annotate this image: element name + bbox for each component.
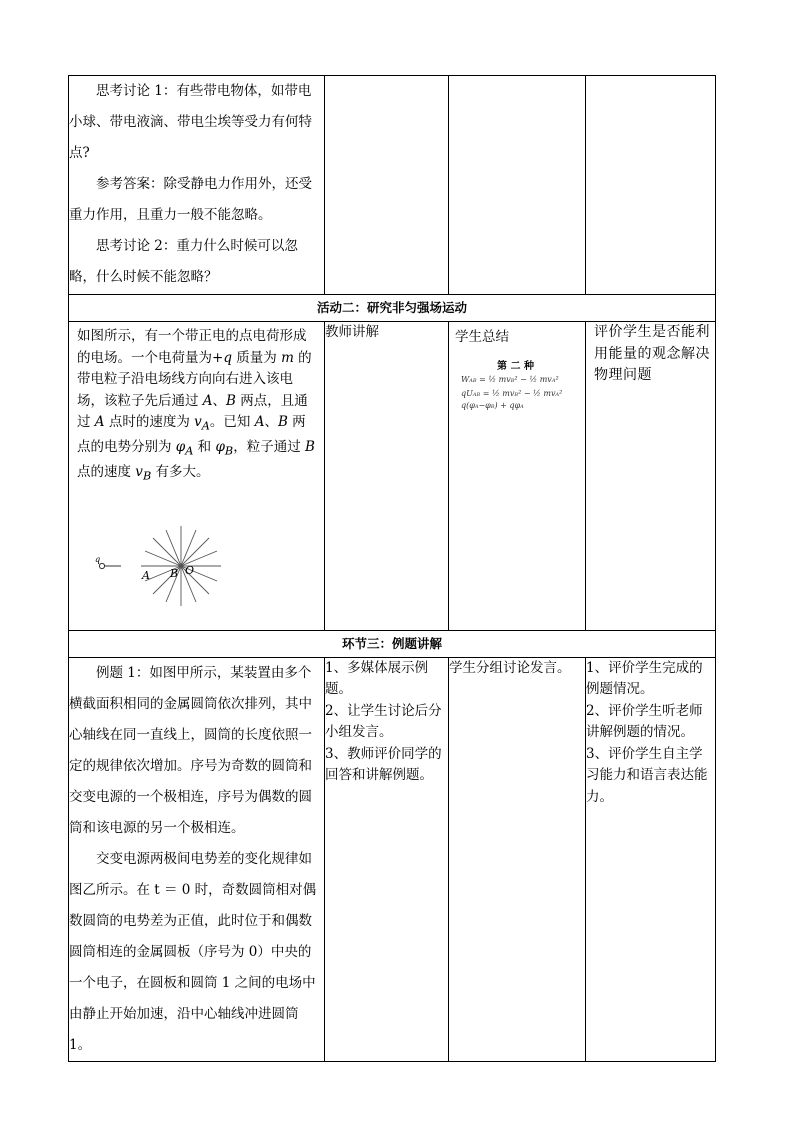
svg-text:WAB = ½ mvB² − ½ mvA²: WAB = ½ mvB² − ½ mvA² bbox=[461, 374, 559, 384]
svg-text:qUAB = ½ mvB² − ½ mvA²: qUAB = ½ mvB² − ½ mvA² bbox=[461, 388, 563, 398]
section3-eval-cell bbox=[586, 657, 716, 1061]
eval-item: 3、评价学生自主学习能力和语言表达能力。 bbox=[586, 745, 708, 805]
field-lines bbox=[141, 526, 221, 606]
activity2-student-cell bbox=[449, 322, 586, 631]
section3-teacher-cell bbox=[325, 657, 449, 1061]
example-paragraph-2: 交变电源两极间电势差的变化规律如图乙所示。在 t ＝ 0 时，奇数圆筒相对偶数圆筒的电势差为正值，此时位于和偶数圆筒相连的金属圆板（序号为 0）中央的一个电子，在圆板和圆筒 1 之间的电场中由静止开始加速，沿中心轴线冲进圆筒 1。 bbox=[69, 850, 317, 1053]
activity2-problem-cell bbox=[69, 322, 325, 631]
electric-field-diagram bbox=[69, 516, 323, 626]
activity2-heading: 活动二：研究非匀强场运动 bbox=[69, 295, 716, 322]
activity2-teacher-cell: 教师讲解 bbox=[325, 322, 449, 631]
particle-label: q bbox=[95, 554, 101, 564]
section3-student-cell: 学生分组讨论发言。 bbox=[449, 657, 586, 1061]
discussion-answer-1: 参考答案：除受静电力作用外，还受重力作用，且重力一般不能忽略。 bbox=[69, 176, 312, 223]
point-a-label: A bbox=[142, 568, 150, 582]
activity2-student-text: 学生总结 bbox=[455, 329, 509, 345]
discussion-question-2: 思考讨论 2：重力什么时候可以忽略，什么时候不能忽略？ bbox=[69, 238, 298, 285]
section3-row bbox=[69, 657, 716, 1061]
example-paragraph-1: 例题 1：如图甲所示，某装置由多个横截面积相同的金属圆筒依次排列，其中心轴线在同一直线上，圆筒的长度依照一定的规律依次增加。序号为奇数的圆筒和交变电源的一个极相连，序号为偶数的圆筒和该电源的另一个极相连。 bbox=[69, 664, 312, 836]
eval-item: 1、评价学生完成的例题情况。 bbox=[586, 659, 703, 698]
lesson-plan-table bbox=[68, 75, 716, 1062]
solution-title: 第 二 种 bbox=[497, 360, 534, 372]
discussion-row bbox=[69, 76, 716, 295]
section3-heading: 环节三：例题讲解 bbox=[69, 630, 716, 657]
teacher-step: 3、教师评价同学的回答和讲解例题。 bbox=[325, 745, 442, 784]
teacher-step: 2、让学生讨论后分小组发言。 bbox=[325, 702, 442, 741]
activity2-heading-row bbox=[69, 295, 716, 322]
activity2-eval-cell: 评价学生是否能利用能量的观念解决物理问题 bbox=[586, 322, 716, 631]
section3-example-cell bbox=[69, 657, 325, 1061]
activity2-row bbox=[69, 322, 716, 631]
svg-text:q(φA−φB) + qφA: q(φA−φB) + qφA bbox=[461, 400, 524, 410]
empty-cell bbox=[449, 76, 586, 295]
section3-heading-row bbox=[69, 630, 716, 657]
eval-item: 2、评价学生听老师讲解例题的情况。 bbox=[586, 702, 703, 741]
point-b-label: B bbox=[170, 566, 179, 580]
empty-cell bbox=[586, 76, 716, 295]
solution-formula-image bbox=[455, 372, 583, 412]
charged-particle bbox=[99, 563, 104, 568]
activity2-problem-text: 如图所示，有一个带正电的点电荷形成的电场。一个电荷量为+q 质量为 m 的带电粒子沿电场线方向向右进入该电场，该粒子先后通过 A、B 两点，且通过 A 点时的速度为 $v_A$。已知 A、B 两点的电势分别为 $\varphi_A$ 和 $\varphi_B$，粒子通过 B 点的速度 $v_B$ 有多大。 bbox=[77, 328, 315, 484]
empty-cell bbox=[325, 76, 449, 295]
discussion-question-1: 思考讨论 1：有些带电物体，如带电小球、带电液滴、带电尘埃等受力有何特点? bbox=[69, 83, 312, 161]
point-o-label: O bbox=[185, 563, 195, 577]
teacher-step: 1、多媒体展示例题。 bbox=[325, 659, 429, 698]
discussion-cell bbox=[69, 76, 325, 295]
